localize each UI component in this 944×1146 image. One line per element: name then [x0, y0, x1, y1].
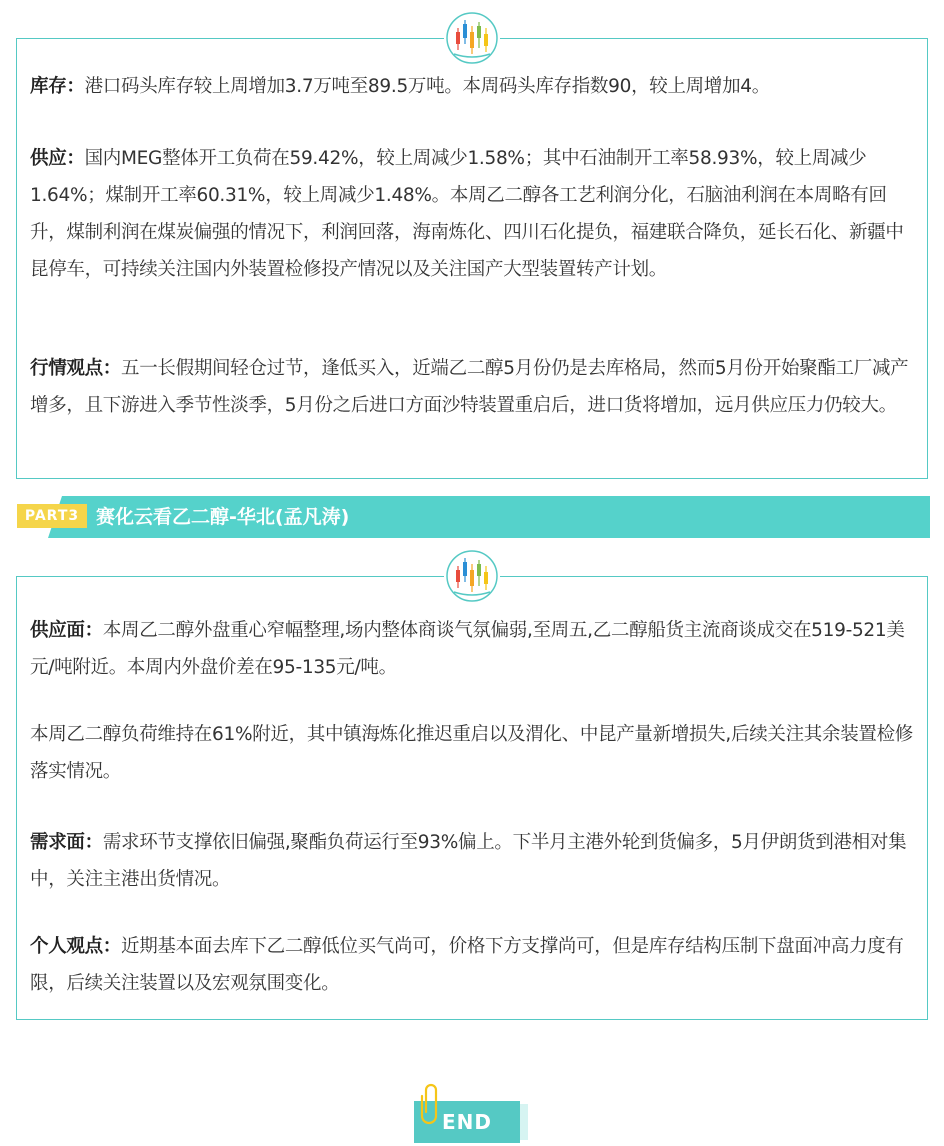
supply-side-label: 供应面：: [30, 620, 103, 641]
load-text: 本周乙二醇负荷维持在61%附近，其中镇海炼化推迟重启以及渭化、中昆产量新增损失,后续关注其余装置检修落实情况。: [30, 724, 914, 782]
candlestick-chart-icon: [444, 10, 500, 66]
outlook-text: 五一长假期间轻仓过节，逢低买入，近端乙二醇5月份仍是去库格局，然而5月份开始聚酯工厂减产增多，且下游进入季节性淡季，5月份之后进口方面沙特装置重启后，进口货将增加，远月供应压力仍较大。: [30, 358, 909, 416]
part3-tag: PART3: [17, 504, 87, 528]
outlook-label: 行情观点：: [30, 358, 122, 379]
supply-side-text: 本周乙二醇外盘重心窄幅整理,场内整体商谈气氛偏弱,至周五,乙二醇船货主流商谈成交在519-521美元/吨附近。本周内外盘价差在95-135元/吨。: [30, 620, 905, 678]
demand-side-paragraph: [30, 824, 918, 898]
supply-label: 供应：: [30, 148, 85, 169]
personal-view-text: 近期基本面去库下乙二醇低位买气尚可，价格下方支撑尚可，但是库存结构压制下盘面冲高力度有限，后续关注装置以及宏观氛围变化。: [30, 936, 904, 994]
supply-paragraph: [30, 140, 918, 288]
load-paragraph: [30, 716, 918, 790]
supply-text: 国内MEG整体开工负荷在59.42%，较上周减少1.58%；其中石油制开工率58.93%，较上周减少1.64%；煤制开工率60.31%，较上周减少1.48%。本周乙二醇各工艺利润分化，石脑油利润在本周略有回升，煤制利润在煤炭偏强的情况下，利润回落，海南炼化、四川石化提负，福建联合降负，延长石化、新疆中昆停车，可持续关注国内外装置检修投产情况以及关注国产大型装置转产计划。: [30, 148, 904, 280]
inventory-label: 库存：: [30, 76, 85, 97]
personal-view-paragraph: [30, 928, 918, 1002]
inventory-text: 港口码头库存较上周增加3.7万吨至89.5万吨。本周码头库存指数90，较上周增加4。: [84, 76, 770, 97]
demand-side-text: 需求环节支撑依旧偏强,聚酯负荷运行至93%偏上。下半月主港外轮到货偏多，5月伊朗货到港相对集中，关注主港出货情况。: [30, 832, 907, 890]
part3-title: 赛化云看乙二醇-华北(孟凡涛): [96, 506, 350, 528]
outlook-paragraph: [30, 350, 918, 424]
paperclip-icon: [420, 1082, 442, 1130]
candlestick-chart-icon: [444, 548, 500, 604]
inventory-paragraph: [30, 68, 918, 105]
demand-side-label: 需求面：: [30, 832, 103, 853]
end-label: END: [414, 1101, 520, 1143]
supply-side-paragraph: [30, 612, 918, 686]
personal-view-label: 个人观点：: [30, 936, 122, 957]
